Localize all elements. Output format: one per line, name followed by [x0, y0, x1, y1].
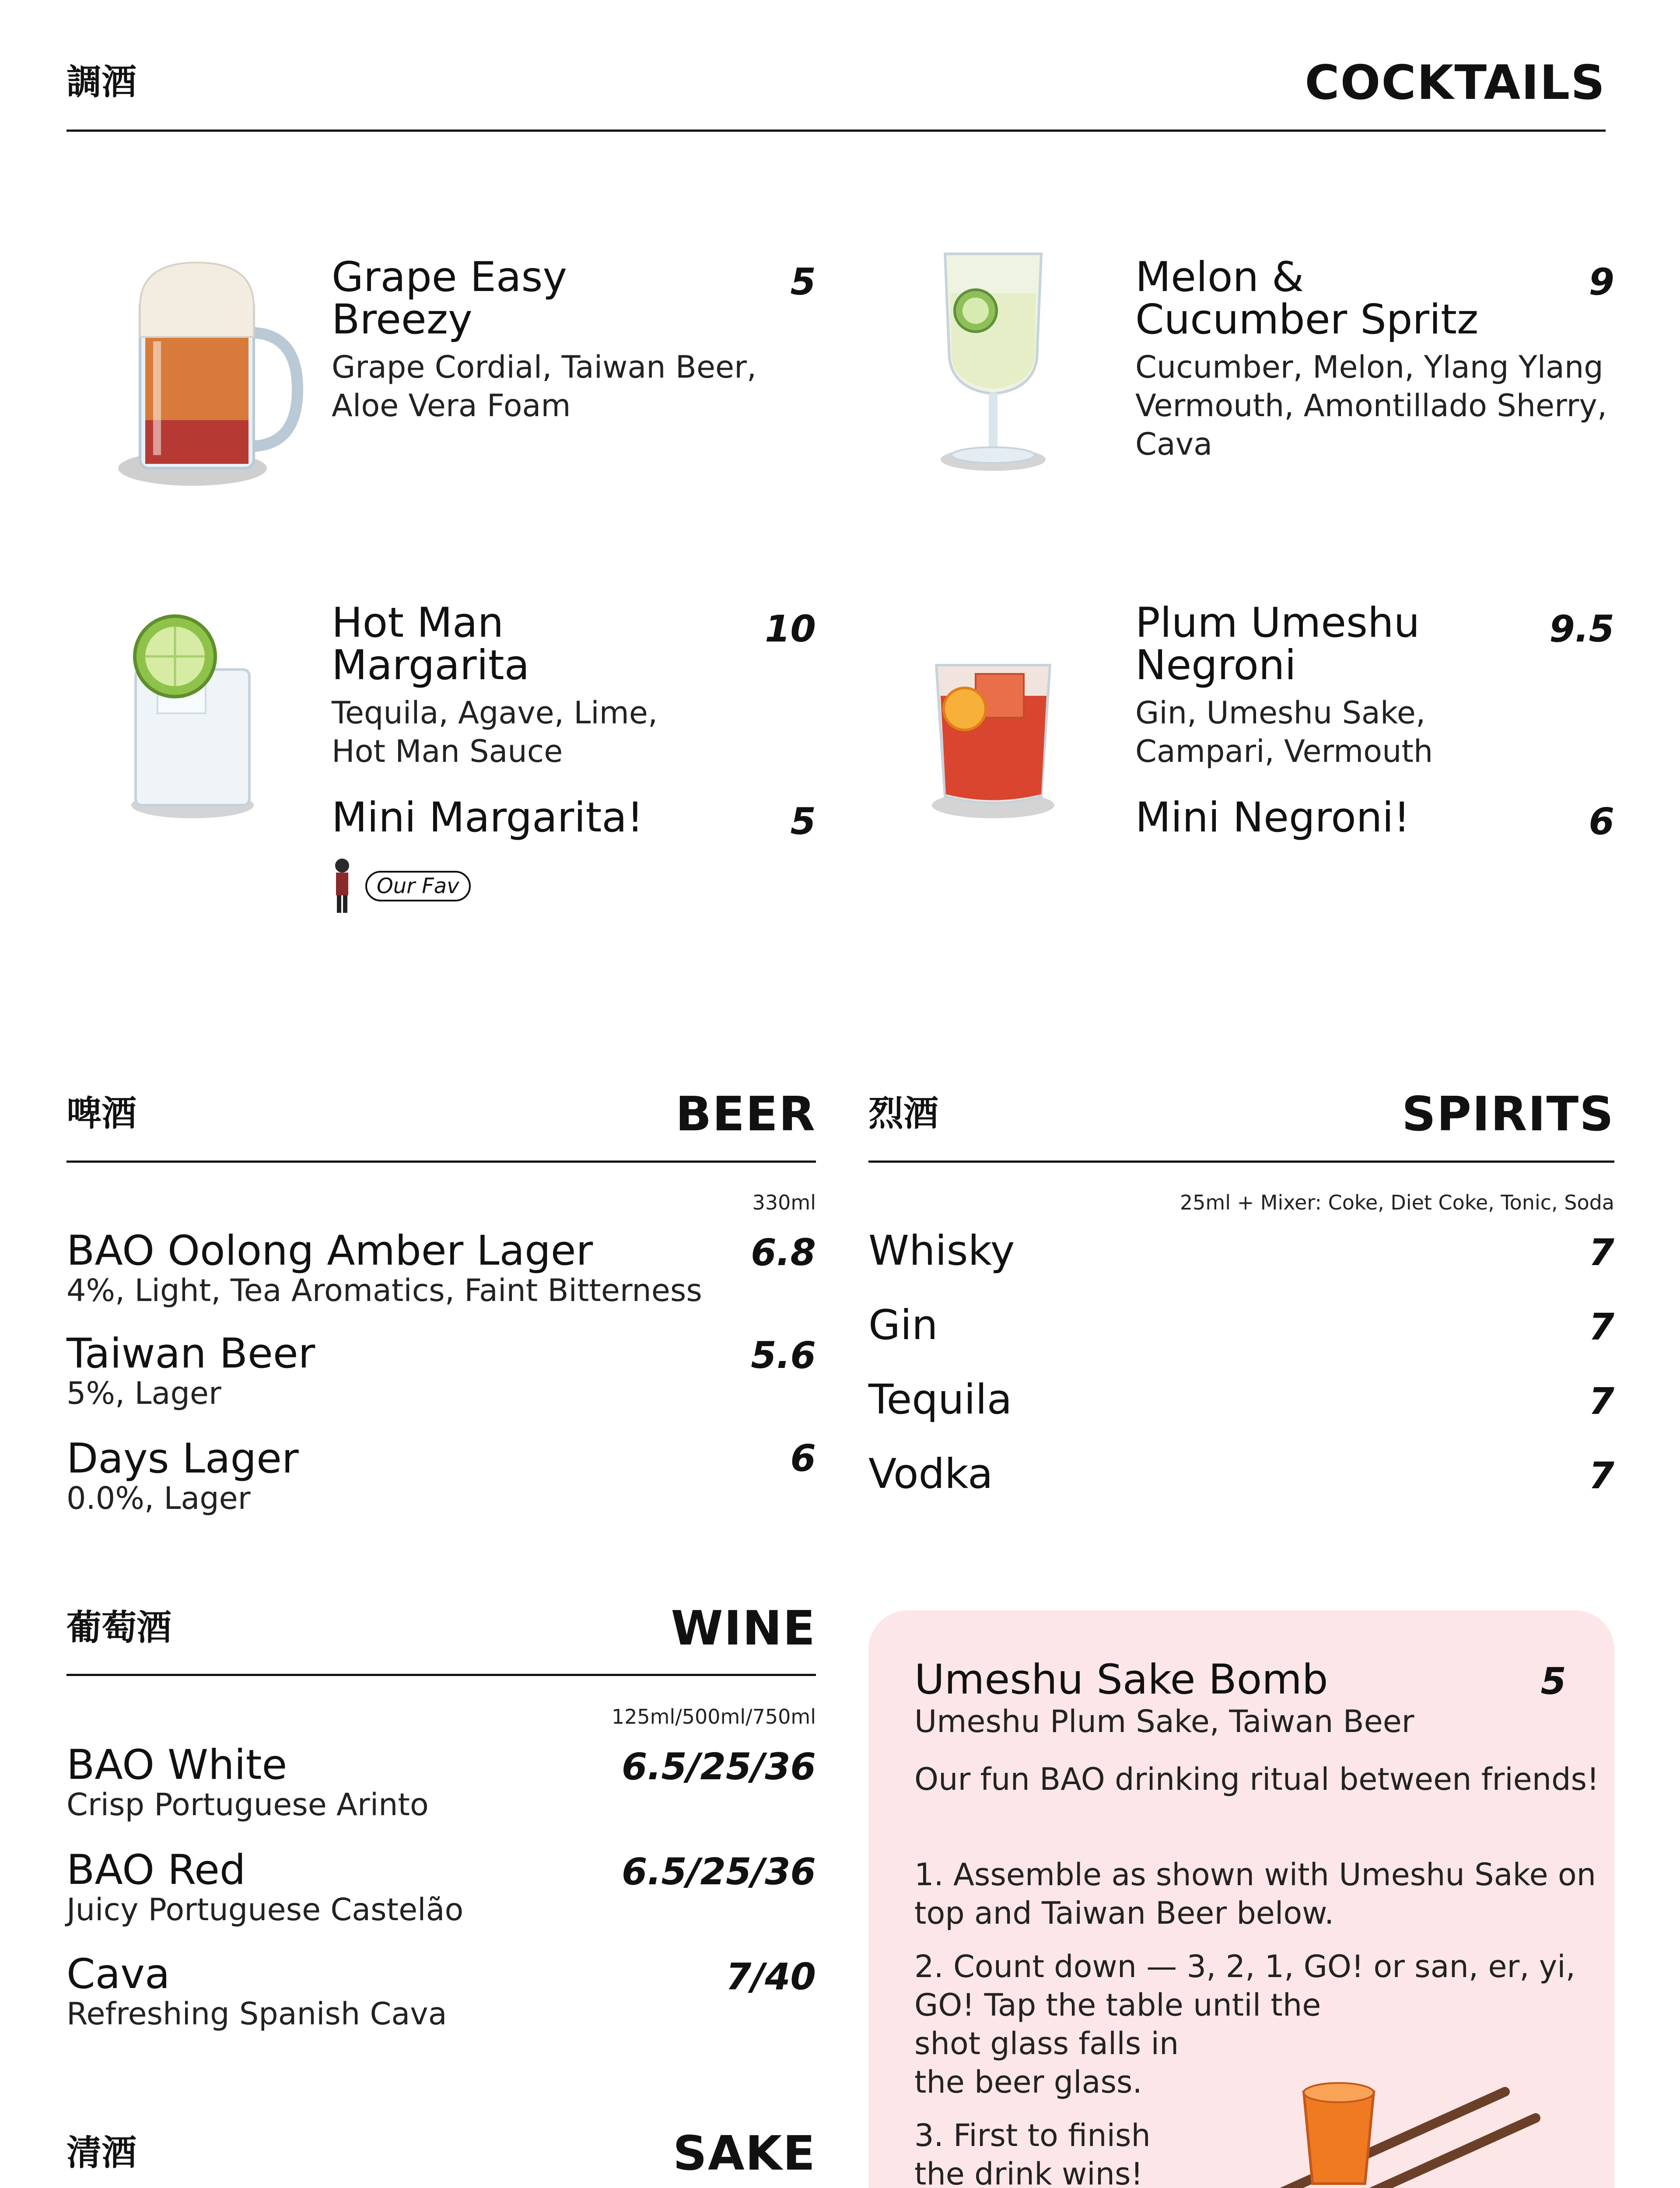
wine-1-desc: Crisp Portuguese Arinto [66, 1787, 429, 1823]
spirit-2-price: 7 [1589, 1305, 1614, 1348]
spirit-4-price: 7 [1589, 1454, 1614, 1497]
wine-3-price: 7/40 [725, 1955, 816, 1998]
sake-bomb-step1-line2: top and Taiwan Beer below. [914, 1895, 1334, 1931]
cocktail-1-desc-line1: Grape Cordial, Taiwan Beer, [332, 349, 757, 385]
cocktail-1-name-line2: Breezy [332, 296, 472, 344]
cocktail-4-desc-line2: Campari, Vermouth [1135, 733, 1433, 769]
sake-bomb-step2-line4: the beer glass. [914, 2064, 1142, 2100]
staff-figure-icon [329, 857, 355, 914]
spirit-3-name: Tequila [868, 1376, 1012, 1424]
spirit-1-name: Whisky [868, 1227, 1015, 1275]
cocktail-1-desc-line2: Aloe Vera Foam [332, 388, 571, 424]
cocktail-2-desc-line1: Cucumber, Melon, Ylang Ylang [1135, 349, 1603, 385]
negroni-glass-illustration [923, 648, 1072, 823]
cocktail-1-price: 5 [790, 260, 816, 303]
beer-size-note: 330ml [752, 1191, 816, 1214]
sake-bomb-name: Umeshu Sake Bomb [914, 1656, 1328, 1704]
cocktail-1-name-line1: Grape Easy [332, 253, 567, 301]
beer-divider [66, 1161, 816, 1163]
cocktail-3-mini-price: 5 [790, 800, 816, 843]
wine-divider [66, 1674, 816, 1676]
cocktail-4-name-line1: Plum Umeshu [1135, 599, 1420, 647]
cocktail-2-name-line1: Melon & [1135, 253, 1304, 301]
wine-2-price: 6.5/25/36 [622, 1850, 816, 1893]
spirit-1-price: 7 [1589, 1231, 1614, 1274]
wine-glass-illustration [928, 245, 1059, 481]
beer-title-cn: 啤酒 [66, 1093, 136, 1134]
sake-bomb-illustration [1120, 2057, 1549, 2188]
spirit-2-name: Gin [868, 1301, 938, 1349]
cocktail-4-name-line2: Negroni [1135, 642, 1296, 689]
cocktail-4-mini-price: 6 [1589, 800, 1614, 843]
cocktails-title-en: COCKTAILS [1305, 56, 1606, 110]
spirits-divider [868, 1161, 1614, 1163]
spirit-3-price: 7 [1589, 1380, 1614, 1423]
beer-2-price: 5.6 [751, 1334, 816, 1377]
beer-2-name: Taiwan Beer [66, 1330, 315, 1378]
beer-mug-illustration [105, 245, 306, 490]
sake-bomb-desc: Umeshu Plum Sake, Taiwan Beer [914, 1704, 1414, 1739]
beer-1-price: 6.8 [751, 1231, 816, 1274]
margarita-glass-illustration [118, 613, 276, 823]
cocktail-4-price: 9.5 [1549, 607, 1614, 650]
sake-bomb-step2-line2: GO! Tap the table until the [914, 1987, 1321, 2023]
cocktail-4-mini-name: Mini Negroni! [1135, 794, 1410, 842]
sake-bomb-step3-line2: the drink wins! [914, 2156, 1143, 2188]
cocktail-2-desc-line3: Cava [1135, 426, 1213, 462]
sake-bomb-step1-line1: 1. Assemble as shown with Umeshu Sake on [914, 1857, 1596, 1893]
wine-2-desc: Juicy Portuguese Castelão [66, 1892, 464, 1928]
spirits-title-cn: 烈酒 [868, 1093, 938, 1134]
sake-title-en: SAKE [673, 2126, 816, 2181]
spirits-title-en: SPIRITS [1402, 1087, 1614, 1142]
sake-bomb-intro: Our fun BAO drinking ritual between friends! [914, 1761, 1600, 1797]
beer-3-name: Days Lager [66, 1435, 299, 1483]
wine-3-desc: Refreshing Spanish Cava [66, 1996, 447, 2032]
cocktails-title-cn: 調酒 [66, 62, 136, 102]
beer-3-price: 6 [790, 1437, 816, 1480]
beer-2-desc: 5%, Lager [66, 1375, 221, 1411]
cocktail-4-desc-line1: Gin, Umeshu Sake, [1135, 695, 1426, 731]
wine-2-name: BAO Red [66, 1846, 246, 1894]
cocktail-2-desc-line2: Vermouth, Amontillado Sherry, [1135, 388, 1607, 424]
cocktail-2-price: 9 [1589, 260, 1614, 303]
wine-title-en: WINE [671, 1601, 816, 1656]
beer-1-desc: 4%, Light, Tea Aromatics, Faint Bitterness [66, 1273, 702, 1308]
spirits-size-note: 25ml + Mixer: Coke, Diet Coke, Tonic, Soda [1180, 1191, 1614, 1214]
cocktail-3-mini-name: Mini Margarita! [332, 794, 644, 842]
spirit-4-name: Vodka [868, 1450, 993, 1498]
cocktail-3-desc-line2: Hot Man Sauce [332, 733, 563, 769]
wine-3-name: Cava [66, 1950, 170, 1998]
sake-title-cn: 清酒 [66, 2132, 136, 2173]
wine-size-note: 125ml/500ml/750ml [611, 1705, 816, 1729]
cocktails-divider [66, 130, 1606, 132]
beer-title-en: BEER [675, 1087, 816, 1142]
sake-bomb-step2-line1: 2. Count down — 3, 2, 1, GO! or san, er, yi, [914, 1949, 1575, 1985]
sake-bomb-step2-line3: shot glass falls in [914, 2026, 1179, 2062]
sake-bomb-step3-line1: 3. First to finish [914, 2118, 1151, 2153]
cocktail-2-name-line2: Cucumber Spritz [1135, 296, 1479, 344]
beer-1-name: BAO Oolong Amber Lager [66, 1227, 593, 1275]
cocktail-3-price: 10 [765, 607, 816, 650]
beer-3-desc: 0.0%, Lager [66, 1480, 251, 1516]
cocktail-3-name-line2: Margarita [332, 642, 530, 689]
sake-bomb-price: 5 [1540, 1660, 1566, 1703]
cocktail-3-name-line1: Hot Man [332, 599, 504, 647]
cocktail-3-desc-line1: Tequila, Agave, Lime, [332, 695, 658, 731]
wine-1-name: BAO White [66, 1741, 287, 1789]
wine-1-price: 6.5/25/36 [622, 1745, 816, 1788]
wine-title-cn: 葡萄酒 [66, 1607, 172, 1648]
our-fav-badge: Our Fav [365, 871, 471, 901]
